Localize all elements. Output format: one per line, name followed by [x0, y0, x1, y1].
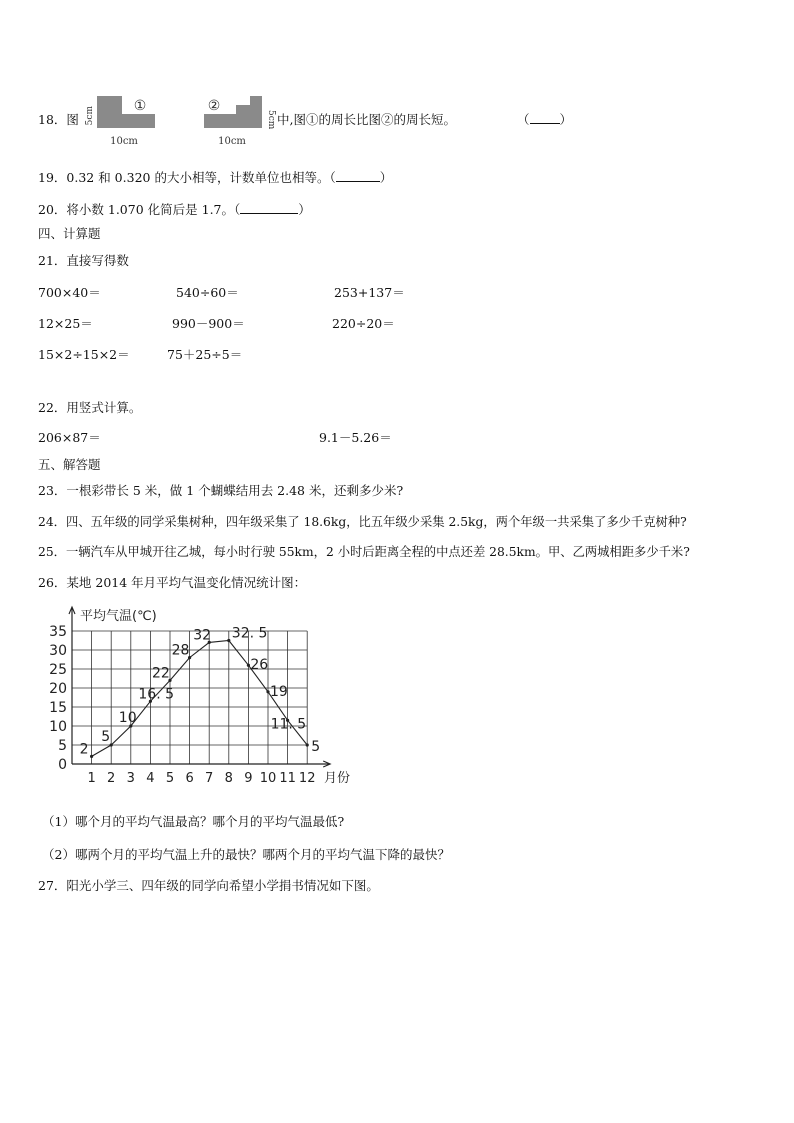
y-tick-label: 10: [49, 719, 67, 735]
figure-2-height-label: 5cm: [266, 110, 276, 130]
figure-2-width-label: 10cm: [218, 136, 246, 147]
data-label: 10: [118, 710, 137, 726]
figure-2-number: ②: [207, 98, 221, 114]
question-23: 23．一根彩带长 5 米，做 1 个蝴蝶结用去 2.48 米，还剩多少米?: [38, 483, 404, 498]
question-26-sub-1: （1）哪个月的平均气温最高？哪个月的平均气温最低?: [42, 814, 345, 829]
data-label: 16. 5: [138, 686, 175, 703]
data-point: [306, 743, 309, 746]
y-tick-label: 35: [49, 624, 67, 640]
question-27: 27．阳光小学三、四年级的同学向希望小学捐书情况如下图。: [38, 878, 379, 893]
y-tick-label: 5: [58, 738, 67, 754]
chart-ylabel: 平均气温(℃): [80, 609, 157, 624]
data-label: 5: [101, 729, 111, 745]
x-tick-label: 7: [205, 771, 214, 786]
question-24: 24．四、五年级的同学采集树种，四年级采集了 18.6kg，比五年级少采集 2.5kg，两个年级一共采集了多少千克树种?: [38, 515, 687, 529]
figure-1: [82, 92, 162, 153]
data-label: 26: [250, 657, 269, 674]
y-tick-label: 30: [49, 643, 67, 659]
y-tick-label: 15: [49, 700, 67, 716]
answer-blank-20[interactable]: [240, 201, 298, 214]
y-tick-label: 20: [49, 681, 67, 697]
calc-item: 990－900＝: [172, 316, 245, 331]
x-tick-label: 12: [298, 771, 316, 786]
section-heading-4: 四、计算题: [38, 226, 101, 241]
x-tick-label: 5: [165, 771, 175, 786]
question-21-title: 21．直接写得数: [38, 253, 129, 268]
question-22-title: 22．用竖式计算。: [38, 400, 142, 415]
vertical-calc-item: 9.1－5.26＝: [319, 430, 392, 445]
chart-svg: [40, 598, 360, 793]
calc-item: 15×2÷15×2＝: [38, 347, 130, 362]
x-tick-label: 6: [185, 771, 194, 786]
x-tick-label: 4: [146, 771, 155, 786]
figure-1-width-label: 10cm: [110, 136, 138, 147]
data-point: [227, 639, 230, 642]
question-18-text: 中,图①的周长比图②的周长短。: [277, 112, 456, 127]
y-tick-label: 0: [58, 757, 67, 773]
question-18: [38, 110, 79, 128]
data-label: 22: [152, 665, 170, 682]
x-tick-label: 9: [244, 771, 253, 786]
question-number: 18．: [38, 112, 67, 127]
question-19: 19．0.32 和 0.320 的大小相等，计数单位也相等。（ ）: [38, 170, 393, 185]
x-tick-label: 11: [279, 771, 296, 786]
data-label: 11. 5: [270, 716, 307, 733]
chart-data-labels: [80, 626, 321, 758]
data-point: [90, 755, 93, 758]
data-label: 5: [311, 739, 321, 755]
data-label: 19: [270, 683, 288, 700]
answer-blank-19[interactable]: [336, 169, 380, 182]
data-label: 32: [193, 627, 212, 644]
x-tick-label: 10: [259, 771, 277, 786]
figure-1-height-label: 5cm: [85, 106, 95, 126]
x-tick-label: 3: [126, 771, 135, 786]
calc-item: 540÷60＝: [176, 285, 239, 300]
data-label: 32. 5: [231, 625, 268, 642]
section-heading-5: 五、解答题: [38, 457, 101, 472]
question-25: 25．一辆汽车从甲城开往乙城，每小时行驶 55km，2 小时后距离全程的中点还差 28.5km。甲、乙两城相距多少千米?: [38, 545, 690, 559]
calc-item: 220÷20＝: [332, 316, 395, 331]
data-label: 28: [171, 642, 190, 659]
x-tick-label: 8: [224, 771, 233, 786]
answer-blank-18[interactable]: （ ）: [517, 112, 573, 127]
question-26-sub-2: （2）哪两个月的平均气温上升的最快？哪两个月的平均气温下降的最快？: [42, 847, 450, 862]
temperature-line-chart: [40, 598, 360, 796]
calc-item: 700×40＝: [38, 285, 101, 300]
question-20: 20．将小数 1.070 化简后是 1.7。（ ）: [38, 202, 311, 217]
vertical-calc-item: 206×87＝: [38, 430, 101, 445]
chart-xlabel: 月份: [324, 771, 351, 786]
x-tick-label: 2: [107, 771, 116, 786]
question-26-title: 26．某地 2014 年月平均气温变化情况统计图：: [38, 575, 307, 590]
figure-2: [200, 92, 280, 153]
y-tick-label: 25: [49, 662, 67, 678]
question-prefix: 图: [66, 112, 79, 127]
calc-item: 12×25＝: [38, 316, 93, 331]
x-tick-label: 1: [87, 771, 96, 786]
figure-1-number: ①: [133, 98, 147, 114]
calc-item: 253+137＝: [334, 285, 405, 300]
calc-item: 75＋25÷5＝: [167, 347, 243, 362]
data-label: 2: [79, 741, 89, 758]
